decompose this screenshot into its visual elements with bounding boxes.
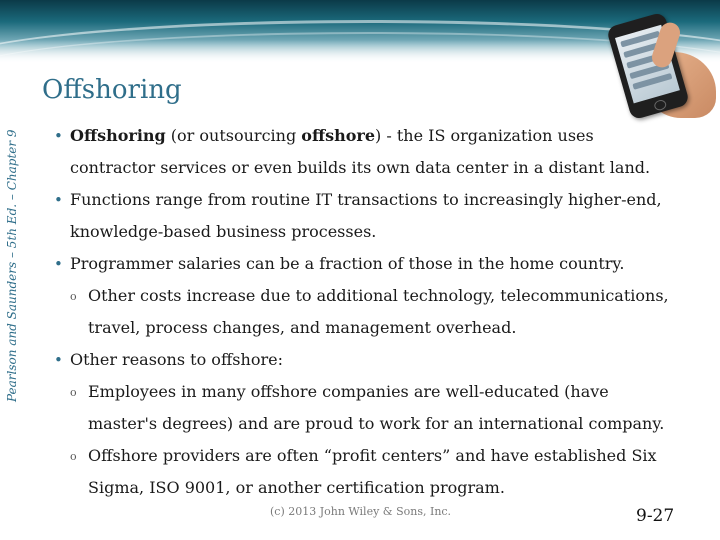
bullet-text: Programmer salaries can be a fraction of those in the home country. [70,254,625,273]
sub-bullet-item [50,280,670,344]
bullet-list [50,120,670,504]
bullet-item [50,248,670,280]
sub-bullet-text: Offshore providers are often “profit centers” and have established Six Sigma, ISO 9001, or another certification program. [88,446,657,497]
bullet-text: Functions range from routine IT transactions to increasingly higher-end, knowledge-based business processes. [70,190,662,241]
sub-bullet-text: Other costs increase due to additional technology, telecommunications, travel, process changes, and management overhead. [88,286,669,337]
sub-bullet-marker: o [70,450,77,463]
slide-title: Offshoring [42,75,182,105]
phone-home-button [653,99,667,112]
bullet-text [70,120,670,184]
bullet-item [50,120,670,184]
bullet-marker: • [54,351,63,369]
copyright-footer: (c) 2013 John Wiley & Sons, Inc. [270,505,452,518]
smartphone-illustration [598,8,720,120]
bullet-marker: • [54,127,63,145]
bullet-marker: • [54,191,63,209]
bullet-item [50,344,670,376]
sub-bullet-item [50,440,670,504]
bold-term: offshore [301,126,376,145]
page-number: 9-27 [636,506,675,526]
bold-term: Offshoring [70,126,166,145]
bullet-marker: • [54,255,63,273]
sub-bullet-marker: o [70,290,77,303]
bullet-text-part: ) - the IS organization uses contractor services or even builds its own data center in a distant land. [70,126,651,177]
sub-bullet-text: Employees in many offshore companies are well-educated (have master's degrees) and are proud to work for an international company. [88,382,665,433]
sub-bullet-item [50,376,670,440]
bullet-text-part: (or outsourcing [165,126,302,145]
vertical-book-citation: Pearlson and Saunders – 5th Ed. – Chapter 9 [5,129,19,402]
bullet-text: Other reasons to offshore: [70,350,283,369]
sub-bullet-marker: o [70,386,77,399]
bullet-item [50,184,670,248]
